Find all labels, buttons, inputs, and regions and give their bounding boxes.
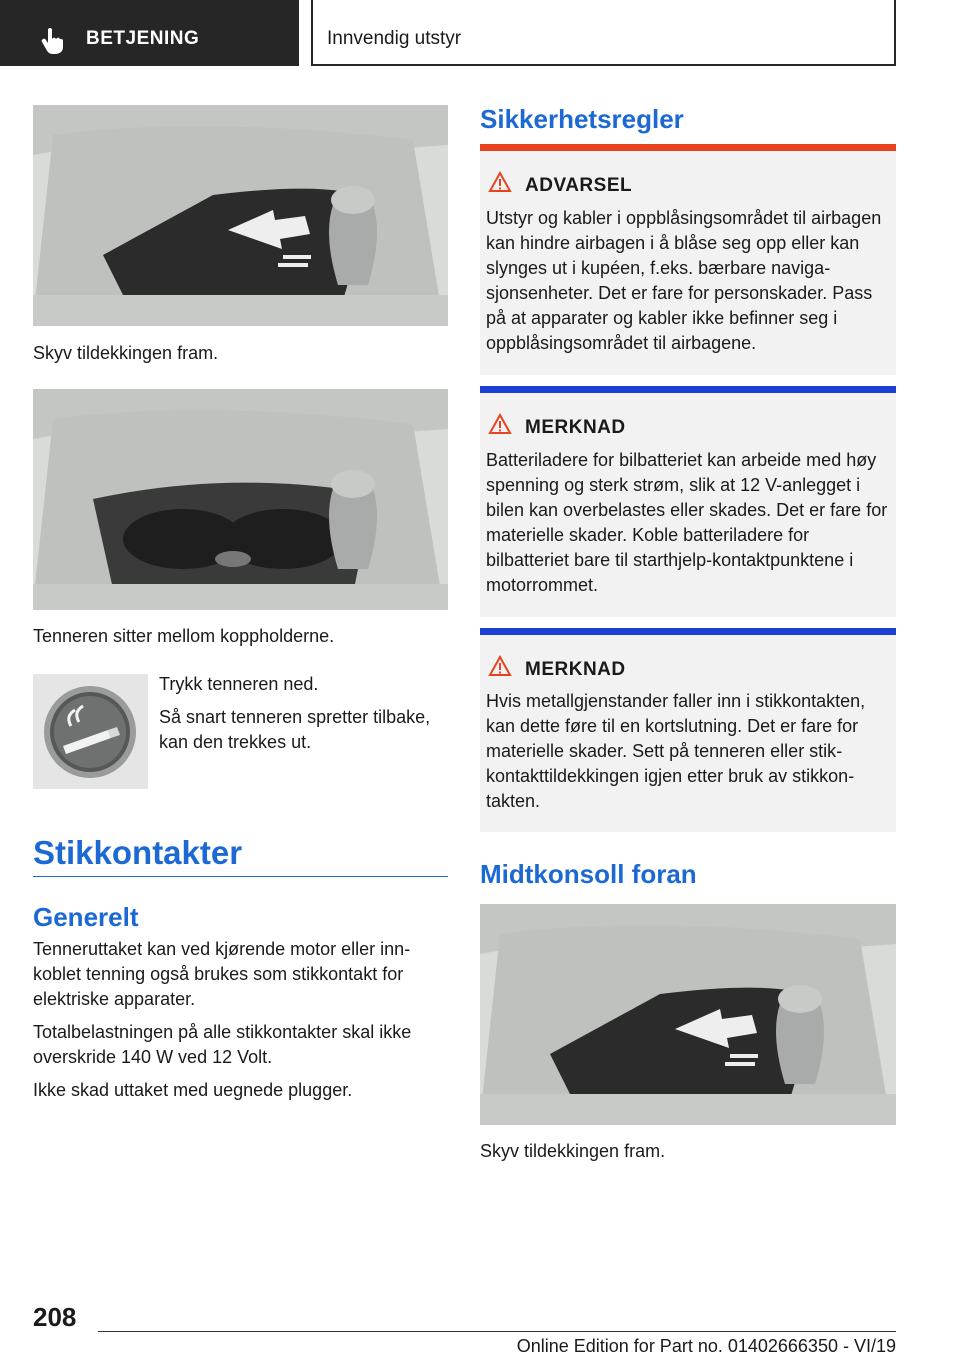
chapter-tab [311,0,896,66]
photo-caption: Tenneren sitter mellom koppholderne. [33,626,335,646]
notice-text: Batteriladere for bilbatteriet kan arbeide med høy spenning og sterk strøm, slik at 12 V-anlegget i bilen kan overbelastes eller skades. Det er fare for materielle skader. Koble batteriladere for bilbatteriet bare til starthjelp-kontaktpunktene i motorrommet. [486,450,888,595]
footer-rule [98,1331,896,1332]
subsection-heading: Generelt [33,902,139,932]
notice-title: MERKNAD [525,417,626,438]
edition-footer: Online Edition for Part no. 01402666350 - VI/19 [516,1336,896,1356]
page-header [0,0,960,66]
warning-triangle-icon [488,655,512,677]
body-paragraph: Ikke skad uttaket med uegnede plugger. [33,1080,353,1100]
section-heading: Stikkontakter [33,834,243,871]
notice-title: MERKNAD [525,659,626,680]
body-paragraph: Tenneruttaket kan ved kjørende motor eller innkoblet tenning også brukes som stikkontakt for elektriske apparater. [33,939,411,1009]
notice-box [480,386,896,617]
lighter-instruction: Trykk tenneren ned. [159,674,319,694]
chapter-title: Innvendig utstyr [327,28,462,49]
hand-pointer-icon [40,27,66,55]
warning-bar [480,144,896,151]
notice-text: Utstyr og kabler i oppblåsingsområdet til airbagen kan hindre airbagen i å blåse seg opp eller kan slynges ut i kupéen, f.eks. bærbare navigasjonsenheter. Det er fare for personskader. Pass på at apparater og kabler ikke befinner seg i oppblåsingsområdet til airbagene. [486,208,882,353]
section-heading: Midtkonsoll foran [480,859,697,889]
notice-title: ADVARSEL [525,175,633,196]
notice-bar [480,628,896,635]
warning-triangle-icon [488,413,512,435]
section-heading: Sikkerhetsregler [480,104,684,134]
lighter-instruction: Så snart tenneren spretter tilbake, kan den trekkes ut. [159,707,431,752]
body-paragraph: Totalbelastningen på alle stikkontakter skal ikke overskride 140 W ved 12 Volt. [33,1022,412,1067]
console-cover-photo [480,904,896,1125]
heading-rule [33,876,448,877]
notice-bar [480,386,896,393]
lighter-photo [33,674,148,789]
section-title: BETJENING [86,28,200,49]
notice-text: Hvis metallgjenstander faller inn i stikkontakten, kan dette føre til en kortslutning. Det er fare for materielle skader. Sett på tenneren eller stikkontakttildekkingen igjen etter bruk av stikkontakten. [486,691,866,811]
warning-box [480,144,896,375]
photo-caption: Skyv tildekkingen fram. [33,343,219,363]
page-number: 208 [33,1302,77,1332]
section-tab [0,0,299,66]
photo-caption: Skyv tildekkingen fram. [480,1141,666,1161]
cupholder-photo [33,389,448,610]
warning-triangle-icon [488,171,512,193]
notice-box [480,628,896,832]
console-cover-photo [33,105,448,326]
